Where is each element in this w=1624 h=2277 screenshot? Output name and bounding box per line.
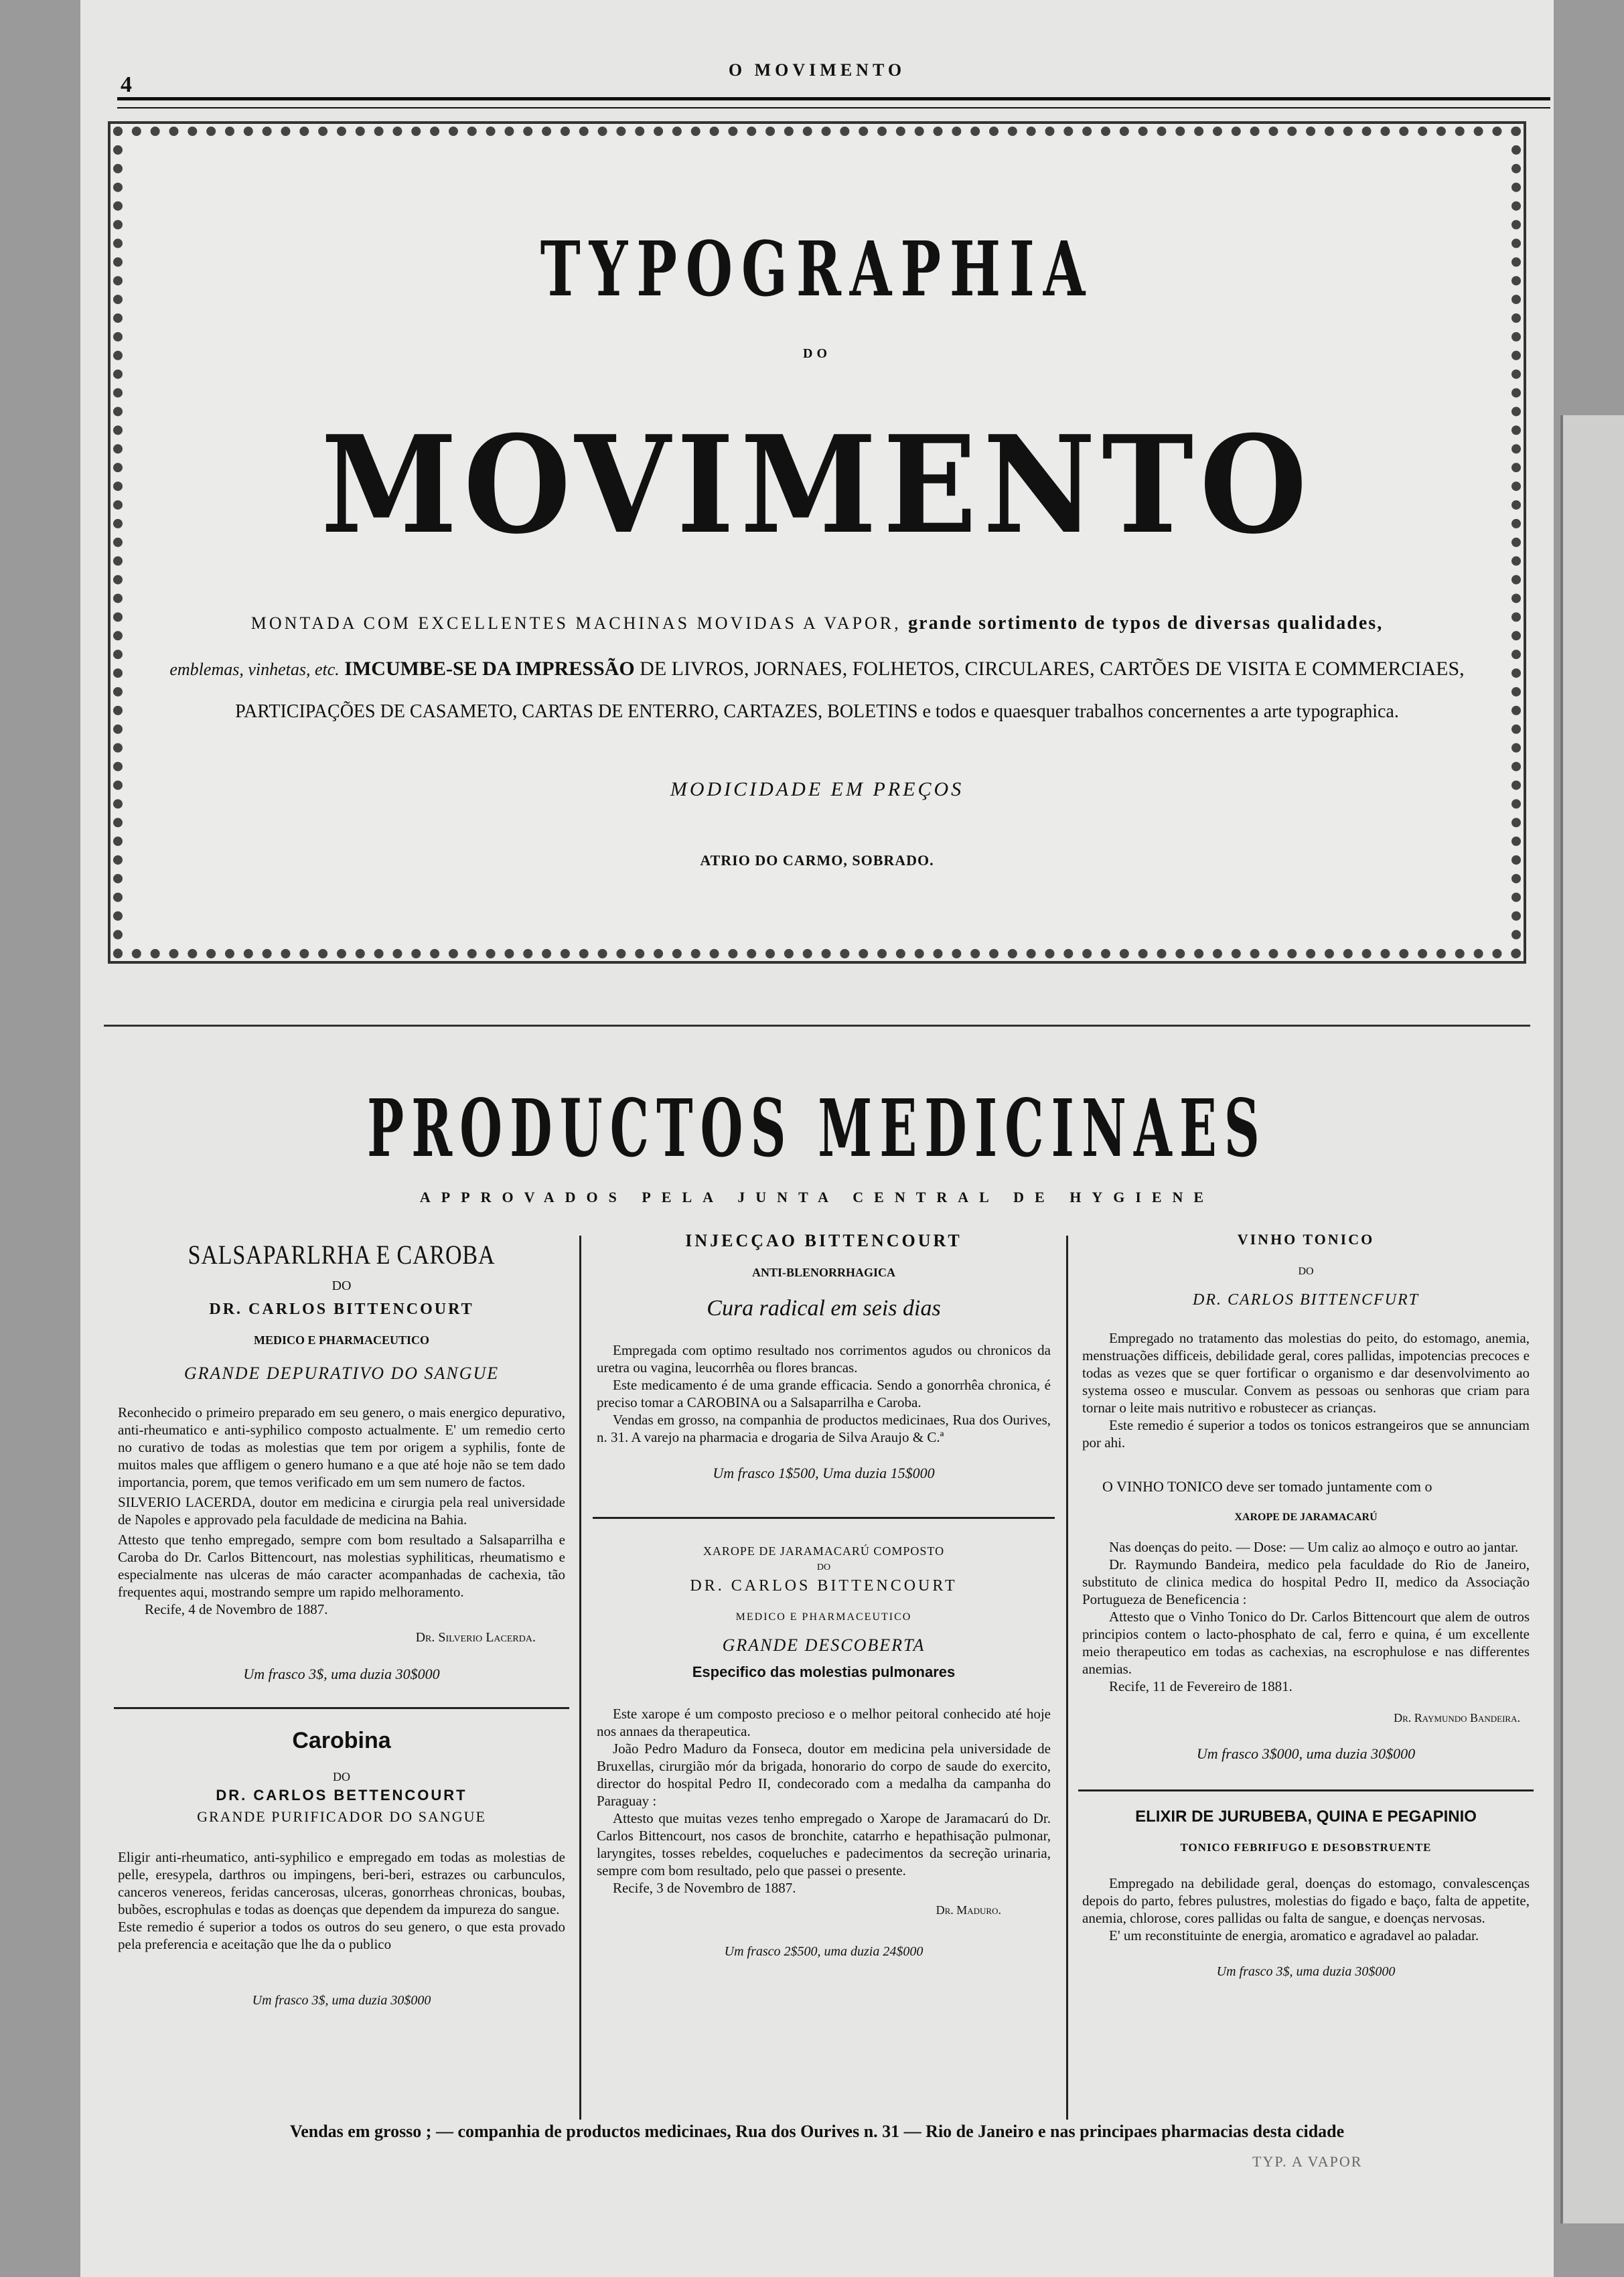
advert-title: Carobina [292,1728,391,1753]
advert-paragraph: Vendas em grosso, na companhia de productos medicinaes, Rua dos Ourives, n. 31. A varejo na pharmacia e drogaria de Silva Araujo & C.ª [597,1412,1051,1445]
advert-paragraph: Attesto que muitas vezes tenho empregado o Xarope de Jaramacarú do Dr. Carlos Bittencourt, nos casos de bronchite, catarrho e hepathisação pulmonar, laryngites, tosses rebeldes, coqueluches e padecimentos da secreção urinaria, sempre com bom resultado, pelo que passei o presente. [597,1810,1051,1879]
advert-paragraph: Este medicamento é de uma grande efficacia. Sendo a gonorrhêa chronica, é preciso tomar a CAROBINA ou a Salsaparrilha e Caroba. [597,1377,1051,1410]
advert-paragraph: Nas doenças do peito. — Dose: — Um caliz ao almoço e outro ao jantar. [1109,1539,1519,1555]
advert-xarope [586,1544,1061,1960]
advert-paragraph: Reconhecido o primeiro preparado em seu genero, o mais energico depurativo, anti-rheumatico e anti-syphilico composto actualmente. E' um remedio certo no curativo de todas as molestias que tem por origem a syphilis, fonte de muitos males que affligem o genero humano e a que até hoje não se tem dado importancia, porem, que temos verificado em um sem numero de factos. [118,1404,565,1490]
advert-price: Um frasco 1$500, Uma duzia 15$000 [713,1465,935,1481]
column-2 [586,1226,1061,2116]
advert-doctor: DR. CARLOS BITTENCOURT [690,1577,958,1595]
advert-paragraph: Empregada com optimo resultado nos corrimentos agudos ou chronicos da uretra ou vagina, leucorrhêa ou flores brancas. [597,1342,1051,1376]
advert-subtitle: Especifico das molestias pulmonares [692,1664,956,1680]
advert-divider [114,1707,569,1709]
header-rule [117,97,1550,108]
advert-paragraph: Attesto que o Vinho Tonico do Dr. Carlos Bittencourt que alem de outros principios contem o lacto-phosphato de cal, ferro e quina, é um excellente meio therapeutico em todas as cachexias, na escrophulose e nas differentes anemias. [1082,1609,1530,1677]
footer-sales-line: Vendas em grosso ; — companhia de productos medicinaes, Rua dos Ourives n. 31 — Rio de Janeiro e nas principaes pharmacias desta cidade [289,2122,1345,2141]
advert-do: DO [333,1770,350,1783]
advert-doctor: DR. CARLOS BITTENCOURT [209,1301,474,1318]
typographia-line-4: MODICIDADE EM PREÇOS [670,778,964,800]
advert-date: Recife, 3 de Novembro de 1887. [613,1880,796,1896]
productos-title: PRODUCTOS MEDICINAES [367,1082,1267,1175]
footer-imprint: TYP. A VAPOR [1252,2153,1363,2170]
advert-title: VINHO TONICO [1237,1231,1375,1248]
advert-paragraph-center: XAROPE DE JARAMACARÚ [1234,1512,1378,1523]
advert-title: INJECÇAO BITTENCOURT [685,1231,962,1250]
advert-price: Um frasco 3$, uma duzia 30$000 [1216,1964,1396,1979]
typographia-line-3: PARTICIPAÇÕES DE CASAMETO, CARTAS DE ENTERRO, CARTAZES, BOLETINS e todos e quaesquer trabalhos concernentes a arte typographica. [235,701,1399,722]
advert-signature: Dr. Raymundo Bandeira. [1394,1711,1520,1724]
advert-paragraph: Este remedio é superior a todos os outros do seu genero, o que esta provado pela preferencia e aceitação que lhe da o publico [118,1919,565,1952]
advert-paragraph: Dr. Raymundo Bandeira, medico pela faculdade do Rio de Janeiro, substituto de clinica medica do hospital Pedro II, medico da Associação Portugueza de Beneficencia : [1082,1556,1530,1607]
typographia-line-2 [165,658,1469,680]
advert-date: Recife, 11 de Fevereiro de 1881. [1109,1678,1293,1694]
advert-body [586,1705,1061,1897]
advert-subtitle: TONICO FEBRIFUGO E DESOBSTRUENTE [1180,1841,1432,1854]
advert-role: MEDICO E PHARMACEUTICO [253,1333,429,1347]
advert-paragraph: João Pedro Maduro da Fonseca, doutor em medicina pela universidade de Bruxellas, cirurgião mór da brigada, honorario do corpo de saude do exercito, director do hospital Pedro II, condecorado com a medalha da campanha do Paraguay : [597,1741,1051,1809]
running-title: O MOVIMENTO [728,60,906,80]
advert-date: Recife, 4 de Novembro de 1887. [145,1601,328,1617]
advert-title: ELIXIR DE JURUBEBA, QUINA E PEGAPINIO [1135,1808,1477,1826]
newspaper-page [80,0,1554,2277]
advert-carobina [107,1728,576,2008]
column-1 [107,1226,576,2116]
advert-price: Um frasco 3$000, uma duzia 30$000 [1196,1745,1416,1762]
advert-tagline: GRANDE DESCOBERTA [722,1635,926,1655]
advert-body [1072,1329,1540,1695]
advert-paragraph: SILVERIO LACERDA, doutor em medicina e cirurgia pela real universidade de Napoles e approvado pela faculdade de medicina na Bahia. [118,1494,565,1528]
typographia-line-2-italic: emblemas, vinhetas, etc. [169,660,340,679]
column-3 [1072,1226,1540,2116]
advert-title: SALSAPARLRHA E CAROBA [188,1240,496,1270]
advert-tagline: GRANDE DEPURATIVO DO SANGUE [183,1364,500,1383]
advert-role: MEDICO E PHARMACEUTICO [735,1611,912,1623]
typographia-line-1-caps: MONTADA COM EXCELLENTES MACHINAS MOVIDAS A VAPOR, [250,613,901,633]
typographia-line-1-rest: grande sortimento de typos de diversas qualidades, [908,613,1384,634]
advert-do: DO [1298,1266,1314,1277]
advert-body [107,1404,576,1618]
advert-doctor: DR. CARLOS BITTENCFURT [1192,1291,1420,1309]
movimento-title: MOVIMENTO [321,407,1313,564]
advert-body [1072,1875,1540,1944]
page-number: 4 [121,72,132,97]
advert-paragraph: Empregado na debilidade geral, doenças do estomago, convalescenças depois do parto, febres pulustres, molestias do figado e baço, falta de appetite, anemia, chlorose, cores pallidas ou falta de sangue, e doenças nervosas. [1082,1875,1530,1926]
column-rule-2 [1066,1236,1068,2120]
advert-body [107,1848,576,1953]
adjacent-page-edge [1560,415,1624,2223]
typographia-line-1 [192,613,1442,634]
advert-signature: Dr. Maduro. [936,1903,1001,1917]
advert-price: Um frasco 3$, uma duzia 30$000 [243,1666,440,1682]
advert-subtitle: ANTI-BLENORRHAGICA [751,1266,896,1279]
advert-price: Um frasco 3$, uma duzia 30$000 [252,1993,431,2008]
advert-divider [1078,1789,1534,1791]
advert-paragraph: Este remedio é superior a todos os tonicos estrangeiros que se annunciam por ahi. [1082,1417,1530,1451]
productos-subtitle: APPROVADOS PELA JUNTA CENTRAL DE HYGIENE [419,1189,1215,1205]
advert-do: DO [331,1278,352,1293]
typographia-line-2-rest: DE LIVROS, JORNAES, FOLHETOS, CIRCULARES, CARTÕES DE VISITA E COMMERCIAES, [640,658,1465,680]
typographia-do: DO [803,346,831,361]
advert-vinho-tonico [1072,1231,1540,1763]
advert-paragraph: O VINHO TONICO deve ser tomado juntamente com o [1102,1478,1432,1495]
advert-tagline: Cura radical em seis dias [707,1296,941,1321]
advert-injeccao [586,1231,1061,1482]
typographia-advert [110,124,1524,961]
advert-body [586,1341,1061,1446]
section-rule [104,1025,1530,1027]
advert-salsaparrilha [107,1239,576,1683]
advert-paragraph: E' um reconstituinte de energia, aromatico e agradavel ao paladar. [1109,1927,1479,1943]
advert-elixir [1072,1808,1540,1980]
advert-doctor: DR. CARLOS BETTENCOURT [216,1787,467,1804]
advert-divider [593,1517,1055,1519]
column-rule-1 [579,1236,581,2120]
typographia-address: ATRIO DO CARMO, SOBRADO. [700,852,934,869]
advert-paragraph: Attesto que tenho empregado, sempre com bom resultado a Salsaparrilha e Caroba do Dr. Carlos Bittencourt, nas molestias syphiliticas, rheumatismo e especialmente nas ulceras de máo caracter acompanhadas de cachexia, tão frequentes aqui, mostrando sempre um rapido melhoramento. [118,1532,565,1600]
advert-price: Um frasco 2$500, uma duzia 24$000 [724,1944,924,1959]
typographia-title: TYPOGRAPHIA [540,226,1094,313]
advert-paragraph: Empregado no tratamento das molestias do peito, do estomago, anemia, menstruações difficeis, debilidade geral, cores pallidas, impotencias precoces e todas as vezes que se quer fortificar o organismo e dar desenvolvimento ao systema osseo e muscular. Convem as pessoas ou senhoras que criam para tornar o leite mais nutritivo e robustecer as crianças. [1082,1330,1530,1416]
advert-title: XAROPE DE JARAMACARÚ COMPOSTO [703,1544,945,1558]
typographia-line-2-bold: IMCUMBE-SE DA IMPRESSÃO [344,658,635,680]
advert-paragraph: Este xarope é um composto precioso e o melhor peitoral conhecido até hoje nos annaes da therapeutica. [597,1706,1051,1739]
advert-signature: Dr. Silverio Lacerda. [415,1630,536,1645]
advert-paragraph: Eligir anti-rheumatico, anti-syphilico e empregado em todas as molestias de pelle, eresypela, darthros ou impingens, beri-beri, estrazes ou carbunculos, canceros venereos, feridas cancerosas, ulceras, gonorrheas chronicas, boubas, bubões, escrophulas e todas as doenças que dependem da impureza do sangue. [118,1849,565,1917]
advert-do: DO [816,1562,831,1572]
advert-tagline: GRANDE PURIFICADOR DO SANGUE [197,1808,486,1825]
